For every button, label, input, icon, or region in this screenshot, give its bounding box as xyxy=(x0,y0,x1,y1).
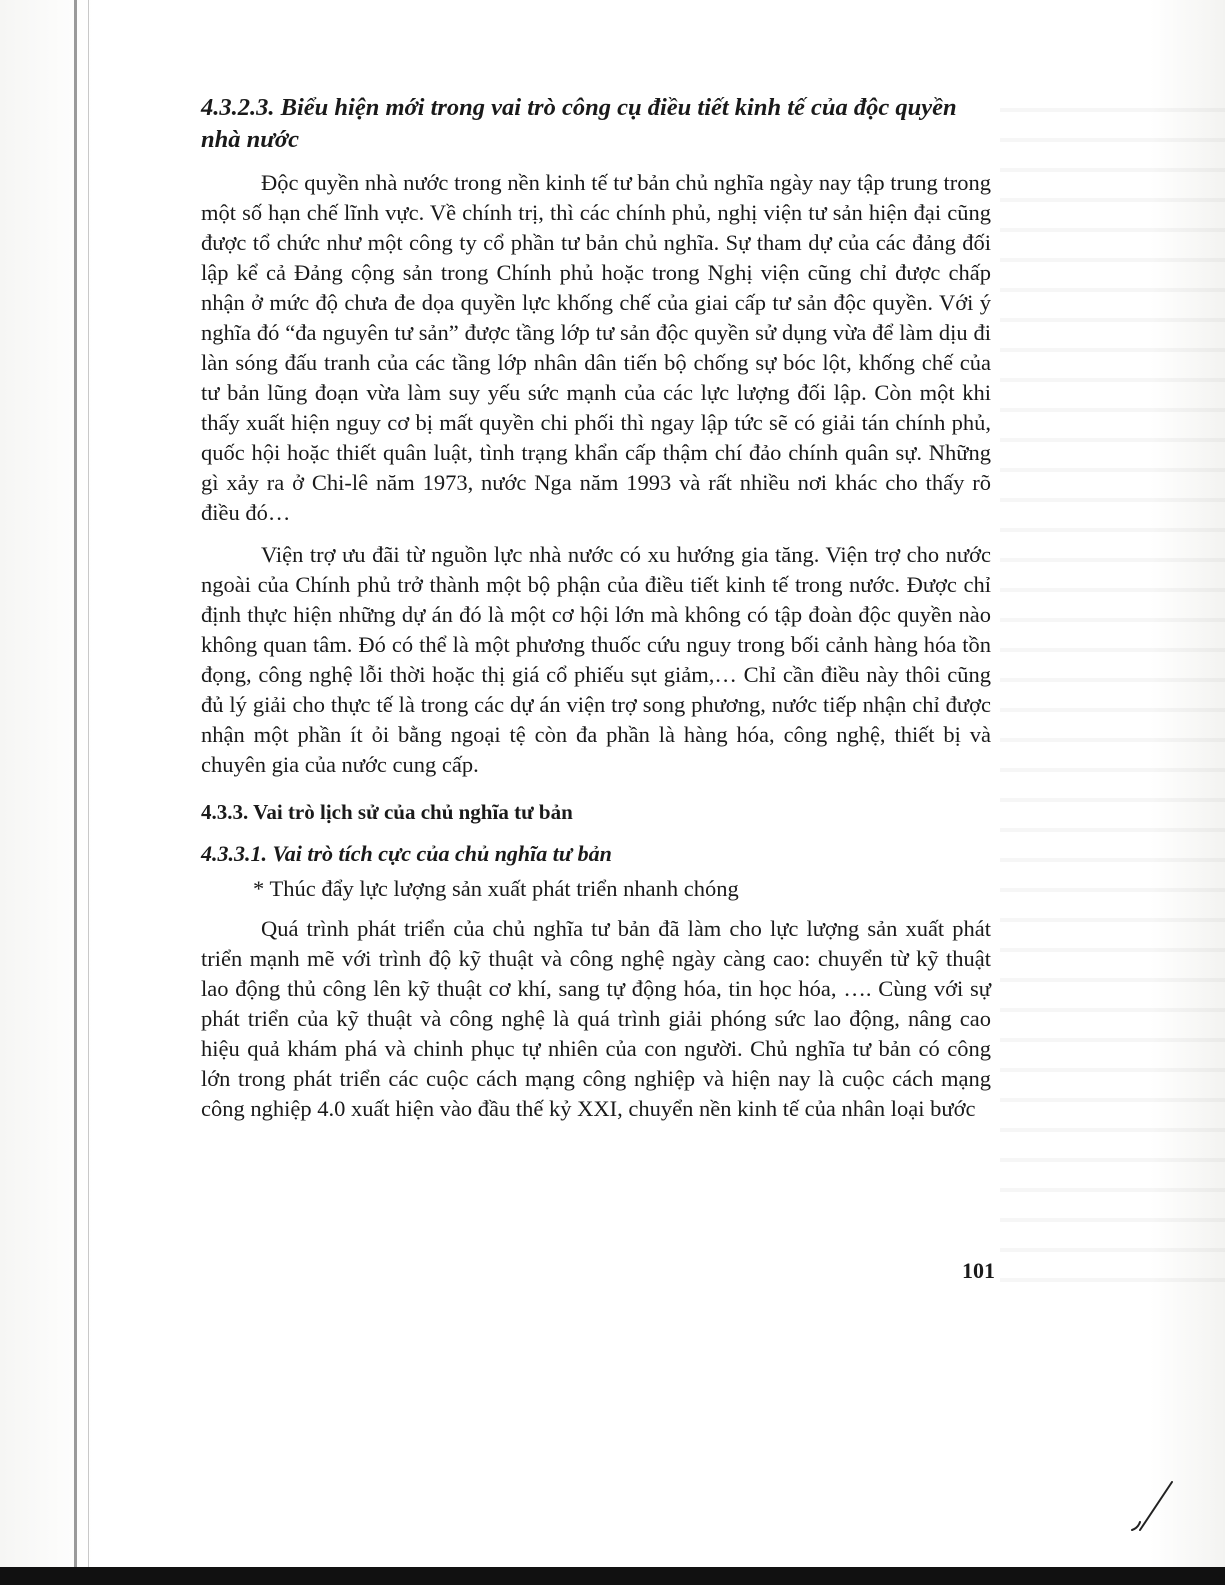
paragraph: Độc quyền nhà nước trong nền kinh tế tư bản chủ nghĩa ngày nay tập trung trong một số hạn chế lĩnh vực. Về chính trị, thì các chính phủ, nghị viện tư sản hiện đại cũng được tổ chức như một công ty cổ phần tư bản chủ nghĩa. Sự tham dự của các đảng đối lập kể cả Đảng cộng sản trong Chính phủ hoặc trong Nghị viện cũng chỉ được chấp nhận ở mức độ chưa đe dọa quyền lực khống chế của giai cấp tư sản độc quyền. Với ý nghĩa đó “đa nguyên tư sản” được tầng lớp tư sản độc quyền sử dụng vừa để làm dịu đi làn sóng đấu tranh của các tầng lớp nhân dân tiến bộ chống sự bóc lột, khống chế của tư bản lũng đoạn vừa làm suy yếu sức mạnh của các lực lượng đối lập. Còn một khi thấy xuất hiện nguy cơ bị mất quyền chi phối thì ngay lập tức sẽ có giải tán chính phủ, quốc hội hoặc thiết quân luật, tình trạng khẩn cấp thậm chí đảo chính quân sự. Những gì xảy ra ở Chi-lê năm 1973, nước Nga năm 1993 và rất nhiều nơi khác cho thấy rõ điều đó… xyxy=(201,170,991,525)
section-heading-4323: 4.3.2.3. Biểu hiện mới trong vai trò công cụ điều tiết kinh tế của độc quyền nhà nước xyxy=(201,94,957,153)
section-heading-4331: 4.3.3.1. Vai trò tích cực của chủ nghĩa tư bản xyxy=(201,841,612,866)
page-number: 101 xyxy=(962,1258,995,1283)
page-content xyxy=(201,92,991,1136)
bleed-through-text xyxy=(1000,90,1225,1290)
paragraph: Quá trình phát triển của chủ nghĩa tư bản đã làm cho lực lượng sản xuất phát triển mạnh mẽ với trình độ kỹ thuật và công nghệ ngày càng cao: chuyển từ kỹ thuật lao động thủ công lên kỹ thuật cơ khí, sang tự động hóa, tin học hóa, …. Cùng với sự phát triển của kỹ thuật và công nghệ là quá trình giải phóng sức lao động, nâng cao hiệu quả khám phá và chinh phục tự nhiên của con người. Chủ nghĩa tư bản có công lớn trong phát triển các cuộc cách mạng công nghiệp và hiện nay là cuộc cách mạng công nghiệp 4.0 xuất hiện vào đầu thế kỷ XXI, chuyển nền kinh tế của nhân loại bước xyxy=(201,916,991,1121)
scan-bottom-edge xyxy=(0,1567,1225,1585)
binding-shadow xyxy=(88,0,89,1585)
paragraph: Viện trợ ưu đãi từ nguồn lực nhà nước có xu hướng gia tăng. Viện trợ cho nước ngoài của Chính phủ trở thành một bộ phận của điều tiết kinh tế trong nước. Được chỉ định thực hiện những dự án đó là một cơ hội lớn mà không có tập đoàn độc quyền nào không quan tâm. Đó có thể là một phương thuốc cứu nguy trong bối cảnh hàng hóa tồn đọng, công nghệ lỗi thời hoặc thị giá cổ phiếu sụt giảm,… Chỉ cần điều này thôi cũng đủ lý giải cho thực tế là trong các dự án viện trợ song phương, nước tiếp nhận chỉ được nhận một phần ít ỏi bằng ngoại tệ còn đa phần là hàng hóa, công nghệ, thiết bị và chuyên gia của nước cung cấp. xyxy=(201,542,991,777)
binding-edge xyxy=(74,0,77,1585)
bullet-item: * Thúc đẩy lực lượng sản xuất phát triển nhanh chóng xyxy=(253,876,739,901)
section-heading-433: 4.3.3. Vai trò lịch sử của chủ nghĩa tư bản xyxy=(201,800,573,824)
pen-mark-icon xyxy=(1128,1478,1178,1538)
